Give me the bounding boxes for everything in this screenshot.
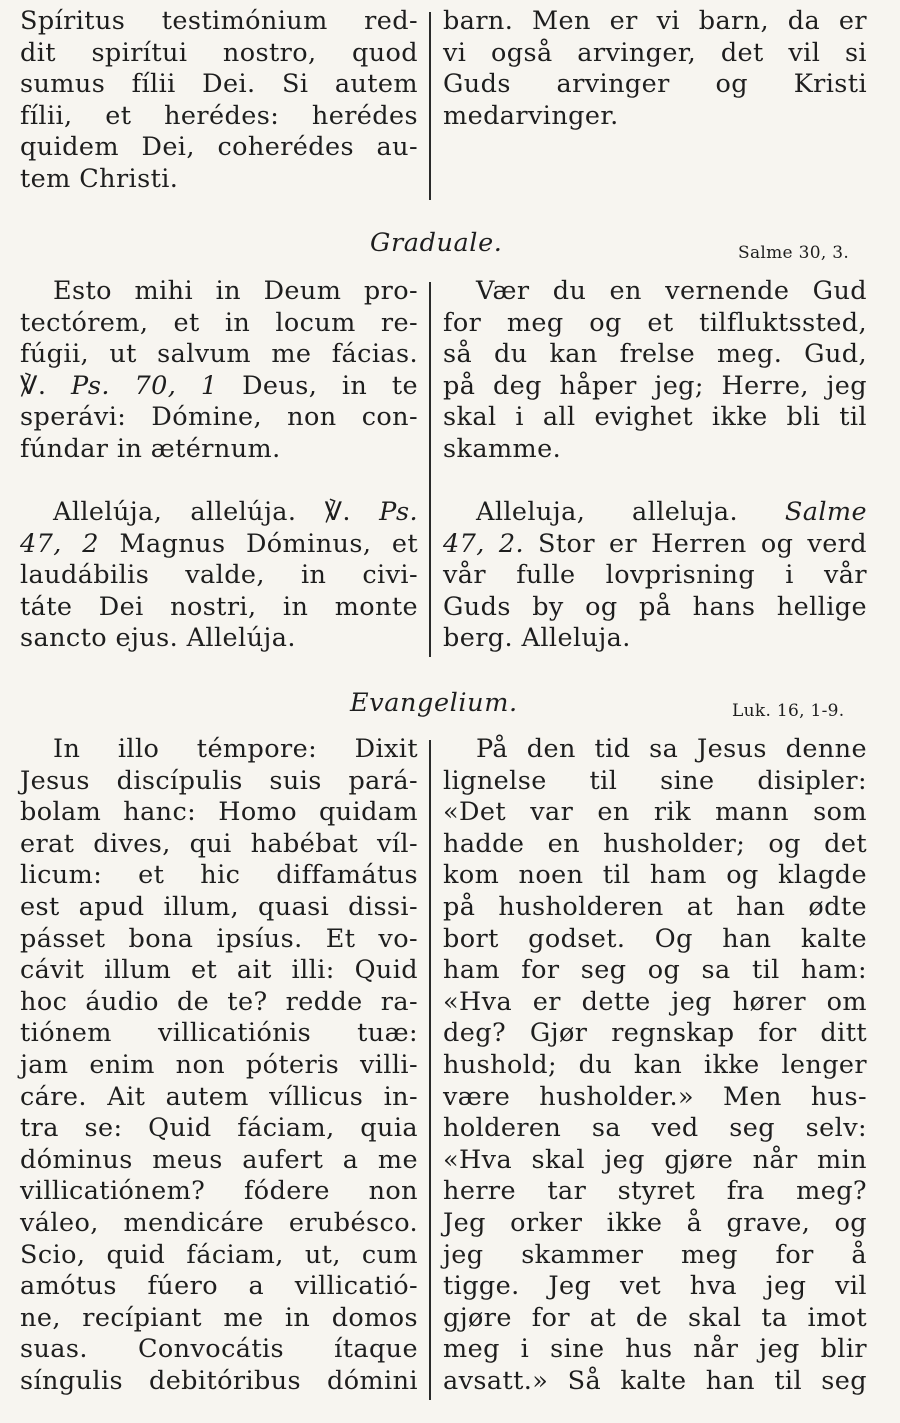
- text-line: tem Christi.: [20, 163, 179, 194]
- text-line: dóminus meus aufert a me: [20, 1144, 418, 1175]
- text-line: est apud illum, quasi dissi-: [20, 891, 418, 922]
- text-line: så du kan frelse meg. Gud,: [443, 339, 867, 370]
- graduale-heading: Graduale.: [370, 228, 503, 258]
- text-line: på husholderen at han ødte: [443, 891, 867, 922]
- text-line: erat dives, qui habébat víl-: [20, 828, 418, 859]
- text-line: «Hva er dette jeg hører om: [443, 986, 867, 1017]
- text-line: 47, 2. Stor er Herren og verd: [443, 528, 867, 559]
- graduale-reference: Salme 30, 3.: [738, 243, 850, 263]
- text-line: deg? Gjør regnskap for ditt: [443, 1018, 867, 1049]
- text-line: bort godset. Og han kalte: [443, 923, 867, 954]
- text-line: vi også arvinger, det vil si: [443, 37, 867, 68]
- latin-column: [20, 734, 418, 1397]
- column-divider: [429, 740, 431, 1400]
- text-line: licum: et hic diffamátus: [20, 860, 418, 891]
- text-line: på deg håper jeg; Herre, jeg: [443, 370, 867, 401]
- text-line: cáre. Ait autem víllicus in-: [20, 1081, 418, 1112]
- text-line: ham for seg og sa til ham:: [443, 955, 867, 986]
- text-line: síngulis debitóribus dómini: [20, 1365, 418, 1396]
- latin-column: [20, 276, 418, 466]
- text-line: tectórem, et in locum re-: [20, 307, 418, 338]
- norwegian-column: [443, 276, 867, 466]
- text-line: barn. Men er vi barn, da er: [443, 6, 867, 36]
- norwegian-column: [443, 6, 867, 132]
- text-line: dit spirítui nostro, quod: [20, 37, 418, 68]
- text-line: lignelse til sine disipler:: [443, 765, 867, 796]
- column-divider: [429, 12, 431, 200]
- text-line: Scio, quid fáciam, ut, cum: [20, 1239, 418, 1270]
- text-line: fílii, et herédes: herédes: [20, 100, 418, 131]
- text-line: laudábilis valde, in civi-: [20, 560, 418, 591]
- text-line: fúgii, ut salvum me fácias.: [20, 339, 418, 370]
- text-line: holderen sa ved seg selv:: [443, 1113, 867, 1144]
- text-line: medarvinger.: [443, 100, 619, 131]
- text-line: sumus fílii Dei. Si autem: [20, 69, 418, 100]
- text-line: Alleluja, alleluja. Salme: [476, 497, 867, 527]
- text-line: for meg og et tilfluktssted,: [443, 307, 867, 338]
- text-line: herre tar styret fra meg?: [443, 1176, 867, 1207]
- text-line: Guds arvinger og Kristi: [443, 69, 867, 100]
- text-line: pásset bona ipsíus. Et vo-: [20, 923, 418, 954]
- text-line: Allelúja, allelúja. ℣. Ps.: [53, 497, 418, 527]
- text-line: hushold; du kan ikke lenger: [443, 1049, 867, 1080]
- latin-column: [20, 6, 418, 196]
- text-line: Vær du en vernende Gud: [476, 276, 867, 306]
- text-line: amótus fúero a villicatió-: [20, 1271, 418, 1302]
- text-line: skal i all evighet ikke bli til: [443, 402, 867, 433]
- text-line: bolam hanc: Homo quidam: [20, 797, 418, 828]
- text-line: táte Dei nostri, in monte: [20, 591, 418, 622]
- text-line: 47, 2 Magnus Dóminus, et: [20, 528, 418, 559]
- text-line: jam enim non póteris villi-: [20, 1049, 418, 1080]
- text-line: Spíritus testimónium red-: [20, 6, 418, 36]
- text-line: Guds by og på hans hellige: [443, 591, 867, 622]
- text-line: meg i sine hus når jeg blir: [443, 1334, 867, 1365]
- norwegian-column: [443, 497, 867, 655]
- text-line: Jeg orker ikke å grave, og: [443, 1207, 867, 1238]
- text-line: vår fulle lovprisning i vår: [443, 560, 867, 591]
- text-line: [20, 371, 418, 403]
- text-line: suas. Convocátis ítaque: [20, 1334, 418, 1365]
- text-line: «Det var en rik mann som: [443, 797, 867, 828]
- text-line: berg. Alleluja.: [443, 623, 631, 654]
- text-line: På den tid sa Jesus denne: [476, 734, 867, 764]
- text-line: Esto mihi in Deum pro-: [53, 276, 418, 306]
- norwegian-column: [443, 734, 867, 1397]
- text-line: være husholder.» Men hus-: [443, 1081, 867, 1112]
- text-line: kom noen til ham og klagde: [443, 860, 867, 891]
- evangelium-reference: Luk. 16, 1-9.: [732, 701, 845, 721]
- text-line: ne, recípiant me in domos: [20, 1302, 418, 1333]
- text-line: hoc áudio de te? redde ra-: [20, 986, 418, 1017]
- text-line: gjøre for at de skal ta imot: [443, 1302, 867, 1333]
- text-line: sperávi: Dómine, non con-: [20, 402, 418, 433]
- text-line: Jesus discípulis suis pará-: [20, 765, 418, 796]
- text-line: tra se: Quid fáciam, quia: [20, 1113, 418, 1144]
- text-line: cávit illum et ait illi: Quid: [20, 955, 418, 986]
- text-line: hadde en husholder; og det: [443, 828, 867, 859]
- text-line: tigge. Jeg vet hva jeg vil: [443, 1271, 867, 1302]
- text-line: In illo témpore: Dixit: [53, 734, 418, 764]
- text-line: tiónem villicatiónis tuæ:: [20, 1018, 418, 1049]
- latin-column: [20, 497, 418, 655]
- text-line: «Hva skal jeg gjøre når min: [443, 1144, 867, 1175]
- text-line: skamme.: [443, 433, 562, 464]
- text-line: jeg skammer meg for å: [443, 1239, 867, 1270]
- versicle-text: ℣. Ps. 70, 1 Deus, in te: [20, 370, 418, 401]
- text-line: quidem Dei, coherédes au-: [20, 132, 418, 163]
- column-divider: [429, 283, 431, 657]
- text-line: villicatiónem? fódere non: [20, 1176, 418, 1207]
- text-line: avsatt.» Så kalte han til seg: [443, 1365, 867, 1396]
- evangelium-heading: Evangelium.: [350, 688, 518, 718]
- text-line: váleo, mendicáre erubésco.: [20, 1207, 418, 1238]
- text-line: fúndar in ætérnum.: [20, 433, 281, 464]
- text-line: sancto ejus. Allelúja.: [20, 623, 296, 654]
